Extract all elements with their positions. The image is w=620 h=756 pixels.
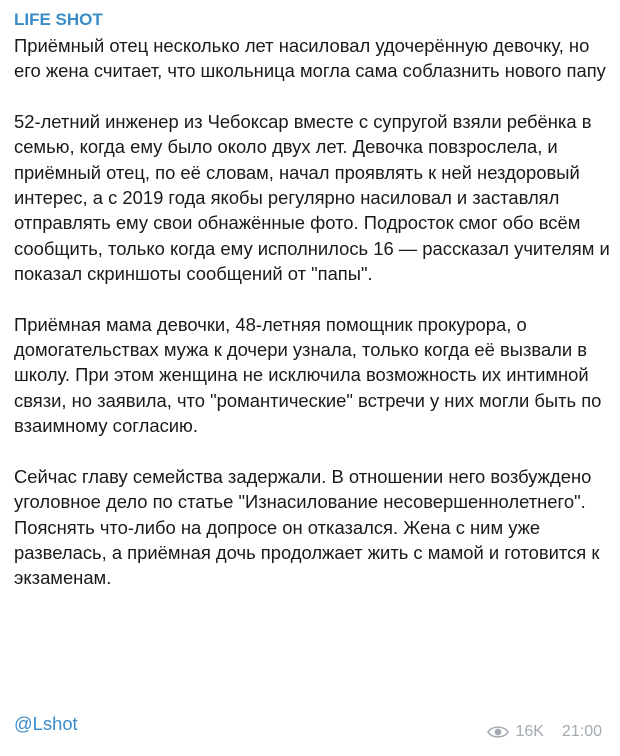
post-paragraph: Сейчас главу семейства задержали. В отношении него возбуждено уголовное дело по статье "Изнасилование несовершеннолетнего". Пояснять что-либо на допросе он отказался. Жена с ним уже развелась, а приёмная дочь продолжает жить с мамой и готовится к экзаменам. [14,465,600,589]
post-body [14,33,610,591]
post-meta [487,722,602,742]
post-footer [14,712,610,738]
post-paragraph: Приёмная мама девочки, 48-летняя помощник прокурора, о домогательствах мужа к дочери узнала, только когда её вызвали в школу. При этом женщина не исключила возможность их интимной связи, но заявила, что "романтические" встречи у них могли быть по взаимному согласию. [14,313,602,437]
post-paragraph: 52-летний инженер из Чебоксар вместе с супругой взяли ребёнка в семью, когда ему было около двух лет. Девочка повзрослела, и приёмный отец, по её словам, начал проявлять к ней нездоровый интерес, а с 2019 года якобы регулярно насиловал и заставлял отправлять ему свои обнажённые фото. Подросток смог обо всём сообщить, только когда ему исполнилось 16 — рассказал учителям и показал скриншоты сообщений от "папы". [14,110,610,285]
post-headline: Приёмный отец несколько лет насиловал удочерённую девочку, но его жена считает, что школьница могла сама соблазнить нового папу [14,35,606,82]
views-count: 16K [515,723,544,740]
post-time: 21:00 [561,723,602,740]
eye-icon [487,725,509,739]
channel-signature-link[interactable]: @Lshot [14,713,78,734]
channel-name[interactable]: LIFE SHOT [14,10,103,29]
